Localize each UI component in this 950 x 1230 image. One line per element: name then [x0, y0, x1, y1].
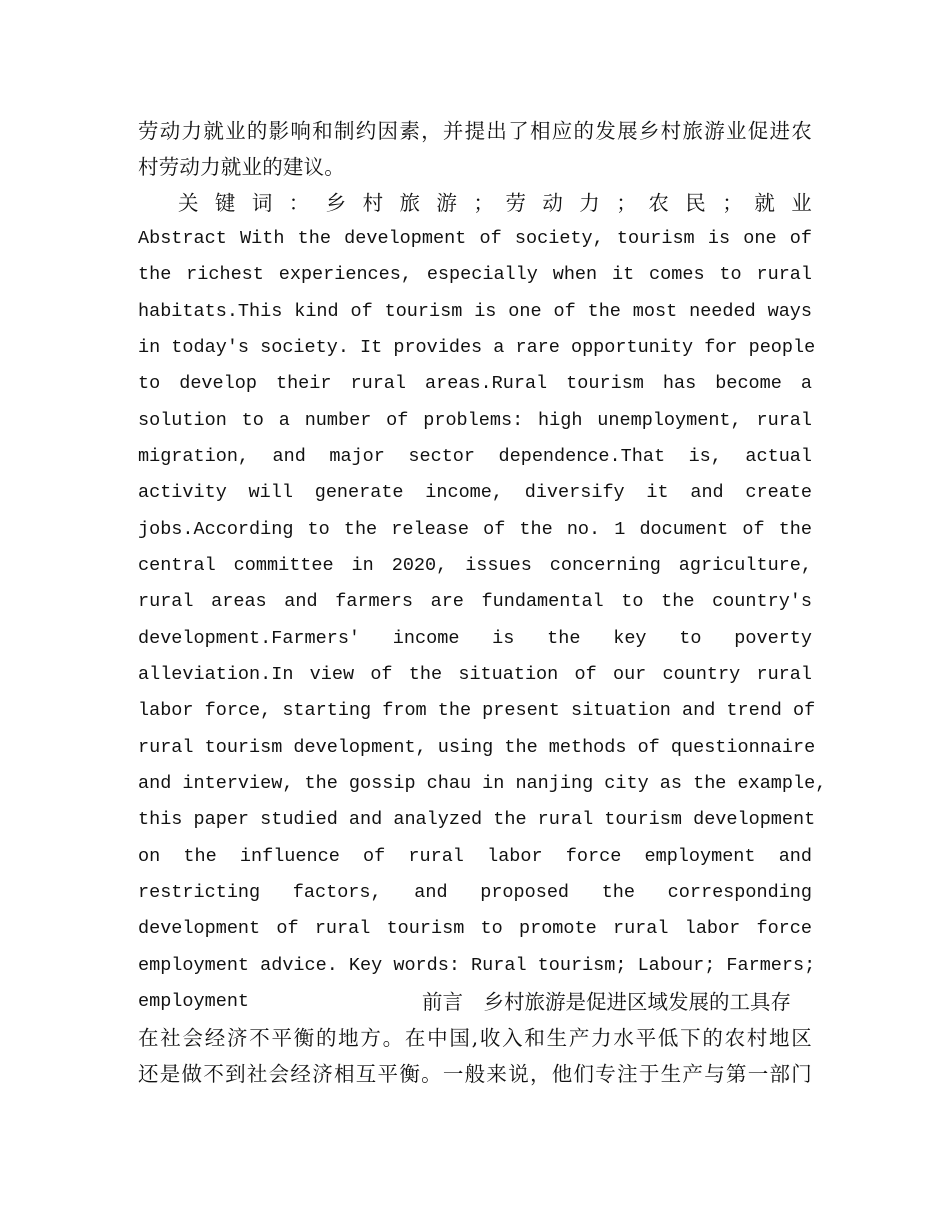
abstract-line-17: this paper studied and analyzed the rural tourism development — [138, 809, 816, 830]
abstract-line-21: employment advice. Key words: Rural tourism; Labour; Farmers; — [138, 955, 816, 976]
text-line-tail-2: 还是做不到社会经济相互平衡。一般来说，他们专注于生产与第一部门 — [138, 1062, 812, 1086]
abstract-line-10: central committee in 2020, issues concerning agriculture, — [138, 555, 812, 576]
mixed-line-chinese: 前言 乡村旅游是促进区域发展的工具存 — [422, 990, 791, 1014]
mixed-line — [138, 987, 812, 1017]
abstract-line-5: to develop their rural areas.Rural tourism has become a — [138, 373, 812, 394]
abstract-line-12: development.Farmers′ income is the key to poverty — [138, 628, 812, 649]
abstract-line-8: activity will generate income, diversify it and create — [138, 482, 812, 503]
text-line-1: 劳动力就业的影响和制约因素，并提出了相应的发展乡村旅游业促进农 — [138, 119, 812, 143]
abstract-line-1: Abstract With the development of society, tourism is one of — [138, 228, 812, 249]
abstract-line-18: on the influence of rural labor force employment and — [138, 846, 812, 867]
abstract-line-6: solution to a number of problems: high unemployment, rural — [138, 410, 812, 431]
abstract-line-4: in today′s society. It provides a rare opportunity for people — [138, 337, 816, 358]
abstract-line-13: alleviation.In view of the situation of our country rural — [138, 664, 812, 685]
abstract-line-16: and interview, the gossip chau in nanjing city as the example, — [138, 773, 827, 794]
text-line-2: 村劳动力就业的建议。 — [138, 155, 345, 179]
abstract-line-2: the richest experiences, especially when it comes to rural — [138, 264, 812, 285]
mixed-line-english: employment — [138, 991, 250, 1012]
abstract-line-11: rural areas and farmers are fundamental to the country′s — [138, 591, 812, 612]
abstract-line-19: restricting factors, and proposed the corresponding — [138, 882, 812, 903]
abstract-line-15: rural tourism development, using the methods of questionnaire — [138, 737, 816, 758]
abstract-line-14: labor force, starting from the present situation and trend of — [138, 700, 816, 721]
abstract-line-3: habitats.This kind of tourism is one of the most needed ways — [138, 301, 812, 322]
abstract-line-7: migration, and major sector dependence.That is, actual — [138, 446, 812, 467]
abstract-line-20: development of rural tourism to promote rural labor force — [138, 918, 812, 939]
abstract-line-9: jobs.According to the release of the no. 1 document of the — [138, 519, 812, 540]
text-line-tail-1: 在社会经济不平衡的地方。在中国,收入和生产力水平低下的农村地区 — [138, 1026, 812, 1050]
keywords-line: 关 键 词 ： 乡 村 旅 游 ； 劳 动 力 ； 农 民 ； 就 业 — [178, 191, 812, 215]
